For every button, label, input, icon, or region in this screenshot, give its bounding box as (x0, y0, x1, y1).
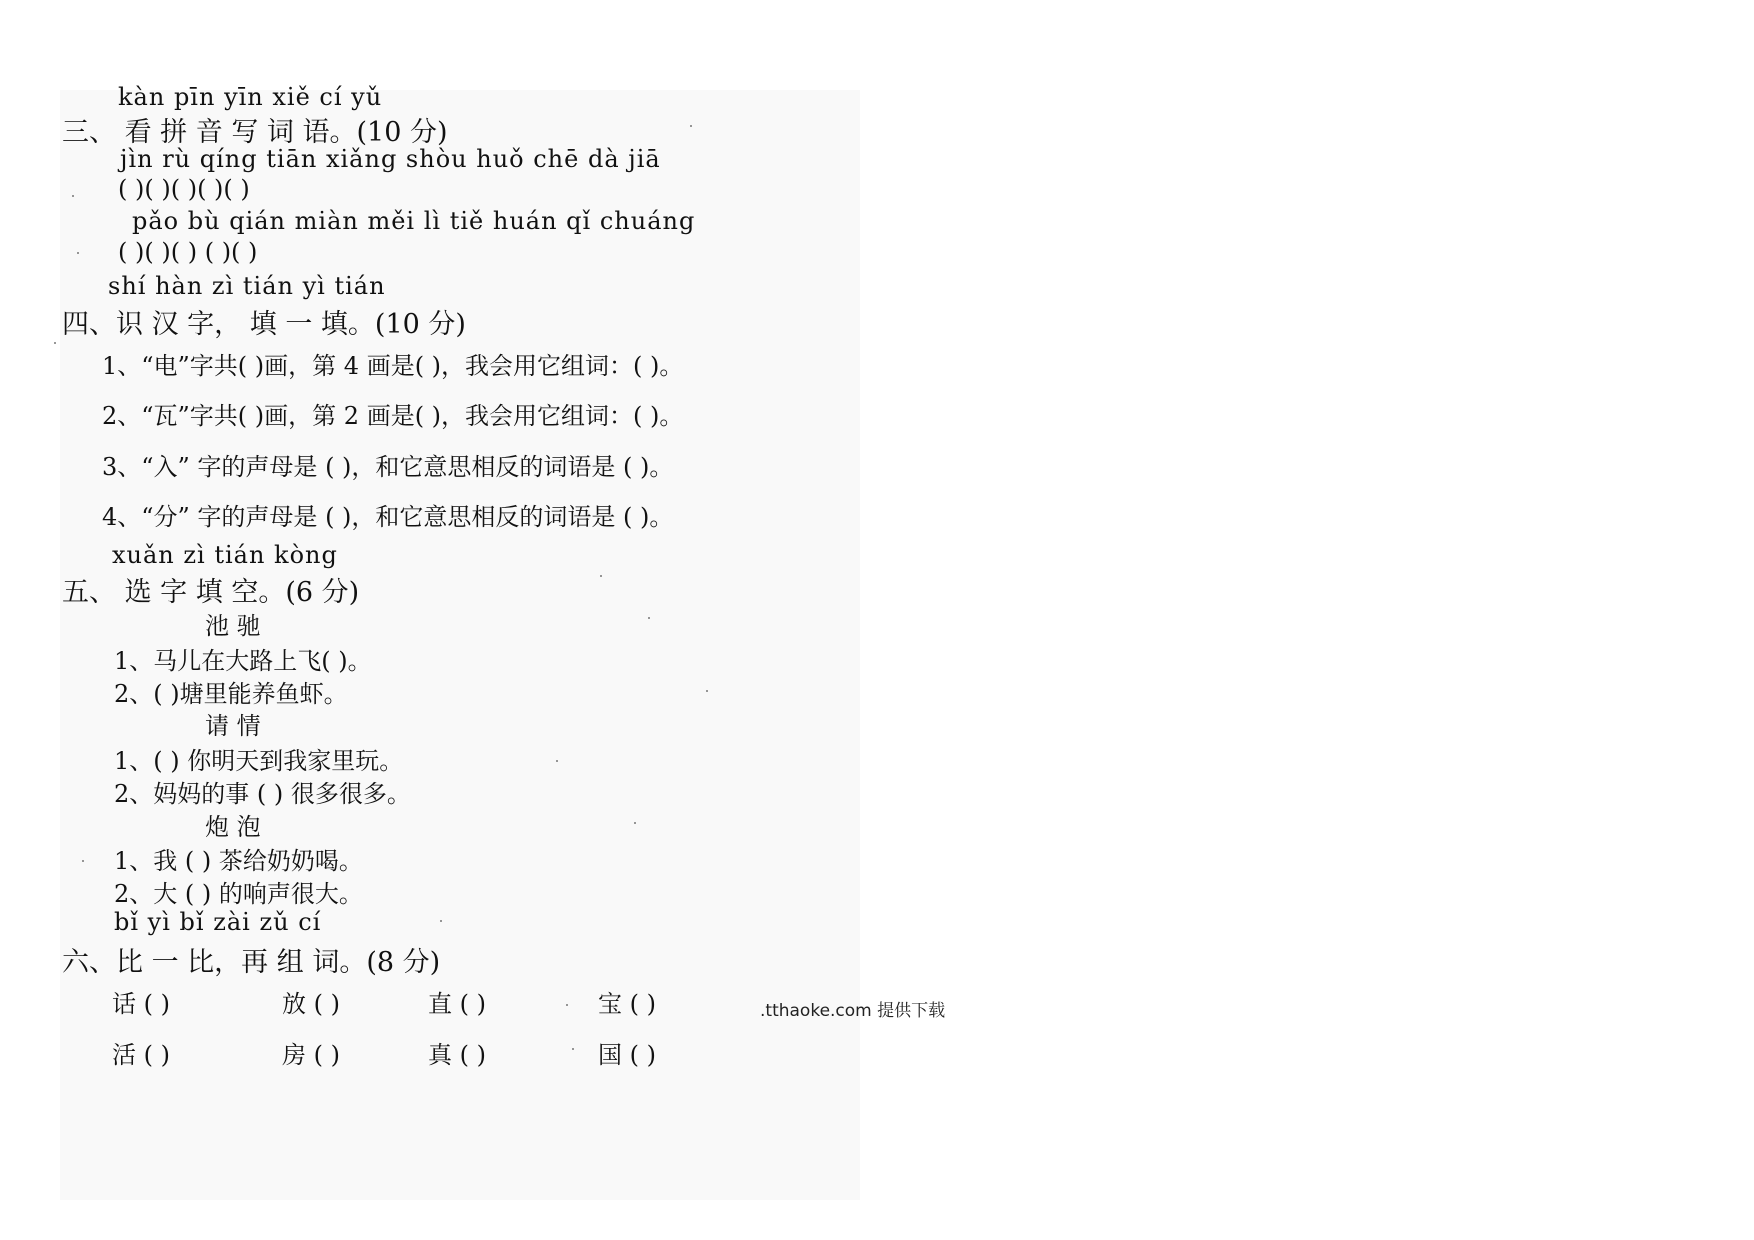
scan-speck (72, 195, 74, 197)
section4-title: 四、识 汉 字， 填 一 填。(10 分) (62, 309, 466, 340)
section6-title: 六、比 一 比，再 组 词。(8 分) (62, 947, 441, 978)
group1-choices: 池 驰 (205, 612, 261, 640)
section6-pinyin-title: bǐ yì bǐ zài zǔ cí (114, 908, 322, 936)
section3-row2-blanks: ( )( )( ) ( )( ) (118, 238, 258, 266)
section4-question-1: 1、“电”字共( )画，第 4 画是( )，我会用它组词：( )。 (102, 352, 684, 380)
group1-question-1: 1、马儿在大路上飞( )。 (114, 647, 372, 675)
scan-speck (706, 690, 708, 692)
section3-title: 三、 看 拼 音 写 词 语。(10 分) (62, 117, 448, 148)
scan-speck (648, 617, 650, 619)
section3-row1-pinyin: jìn rù qíng tiān xiǎng shòu huǒ chē dà jiā (120, 145, 661, 173)
compare-item: 直 ( ) (428, 990, 486, 1018)
scan-speck (440, 920, 442, 922)
section4-pinyin-title: shí hàn zì tián yì tián (108, 272, 386, 300)
scan-speck (54, 342, 56, 344)
section4-question-3: 3、“入” 字的声母是 ( )，和它意思相反的词语是 ( )。 (102, 453, 674, 481)
section5-pinyin-title: xuǎn zì tián kòng (112, 541, 338, 569)
compare-item: 真 ( ) (428, 1041, 486, 1069)
compare-item: 房 ( ) (282, 1041, 340, 1069)
section3-pinyin-title: kàn pīn yīn xiě cí yǔ (118, 83, 383, 111)
scan-speck (634, 822, 636, 824)
compare-item: 宝 ( ) (598, 990, 656, 1018)
compare-item: 国 ( ) (598, 1041, 656, 1069)
group2-question-2: 2、妈妈的事 ( ) 很多很多。 (114, 780, 411, 808)
scan-speck (77, 252, 79, 254)
compare-item: 话 ( ) (112, 990, 170, 1018)
section4-question-2: 2、“瓦”字共( )画，第 2 画是( )，我会用它组词：( )。 (102, 402, 684, 430)
group2-question-1: 1、( ) 你明天到我家里玩。 (114, 747, 404, 775)
group1-question-2: 2、( )塘里能养鱼虾。 (114, 680, 348, 708)
group2-choices: 请 情 (205, 712, 261, 740)
group3-question-1: 1、我 ( ) 茶给奶奶喝。 (114, 847, 363, 875)
compare-item: 放 ( ) (282, 990, 340, 1018)
scan-speck (690, 125, 692, 127)
compare-item: 活 ( ) (112, 1041, 170, 1069)
section4-question-4: 4、“分” 字的声母是 ( )，和它意思相反的词语是 ( )。 (102, 503, 674, 531)
scan-speck (82, 860, 84, 862)
watermark-text: .tthaoke.com 提供下载 (760, 1001, 946, 1021)
scan-speck (556, 760, 558, 762)
scan-speck (566, 1004, 568, 1006)
scan-speck (572, 1048, 574, 1050)
group3-choices: 炮 泡 (205, 813, 261, 841)
scan-speck (600, 575, 602, 577)
section3-row1-blanks: ( )( )( )( )( ) (118, 175, 250, 203)
section5-title: 五、 选 字 填 空。(6 分) (62, 577, 360, 608)
group3-question-2: 2、大 ( ) 的响声很大。 (114, 880, 363, 908)
section3-row2-pinyin: pǎo bù qián miàn měi lì tiě huán qǐ chuáng (132, 207, 696, 235)
